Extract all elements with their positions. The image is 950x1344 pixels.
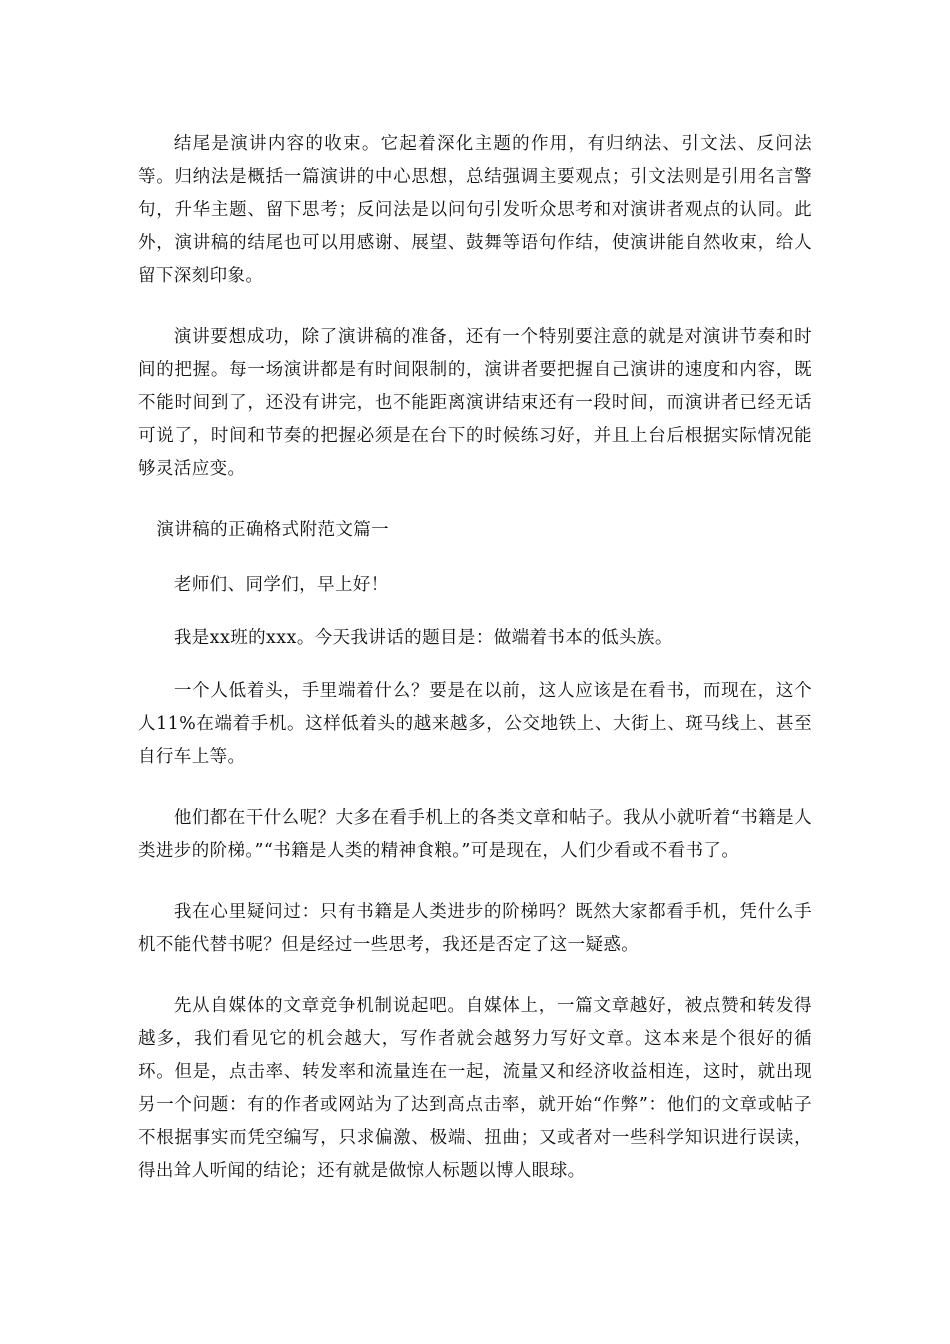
paragraph-ending-methods: 结尾是演讲内容的收束。它起着深化主题的作用，有归纳法、引文法、反问法等。归纳法是概括一篇演讲的中心思想，总结强调主要观点；引文法则是引用名言警句，升华主题、留下思考；反问法是以问句引发听众思考和对演讲者观点的认同。此外，演讲稿的结尾也可以用感谢、展望、鼓舞等语句作结，使演讲能自然收束，给人留下深刻印象。 (138, 134, 812, 286)
section-heading: 演讲稿的正确格式附范文篇一 (156, 520, 390, 540)
paragraph-timing-rhythm: 演讲要想成功，除了演讲稿的准备，还有一个特别要注意的就是对演讲节奏和时间的把握。每一场演讲都是有时间限制的，演讲者要把握自己演讲的速度和内容，既不能时间到了，还没有讲完，也不能距离演讲结束还有一段时间，而演讲者已经无话可说了，时间和节奏的把握必须是在台下的时候练习好，并且上台后根据实际情况能够灵活应变。 (138, 327, 812, 479)
paragraph-greeting: 老师们、同学们，早上好！ (173, 575, 389, 595)
paragraph-doubt: 我在心里疑问过：只有书籍是人类进步的阶梯吗？既然大家都看手机，凭什么手机不能代替书呢？但是经过一些思考，我还是否定了这一疑惑。 (138, 902, 812, 955)
paragraph-introduction: 我是xx班的xxx。今天我讲话的题目是：做端着书本的低头族。 (173, 628, 673, 648)
paragraph-reading-phones: 他们都在干什么呢？大多在看手机上的各类文章和帖子。我从小就听着“书籍是人类进步的阶梯。”“书籍是人类的精神食粮。”可是现在，人们少看或不看书了。 (138, 808, 812, 861)
paragraph-head-down: 一个人低着头，手里端着什么？要是在以前，这人应该是在看书，而现在，这个人11%在端着手机。这样低着头的越来越多，公交地铁上、大街上、斑马线上、甚至自行车上等。 (138, 681, 812, 767)
paragraph-self-media: 先从自媒体的文章竞争机制说起吧。自媒体上，一篇文章越好，被点赞和转发得越多，我们看见它的机会越大，写作者就会越努力写好文章。这本来是个很好的循环。但是，点击率、转发率和流量连在一起，流量又和经济收益相连，这时，就出现另一个问题：有的作者或网站为了达到高点击率，就开始“作弊”：他们的文章或帖子不根据事实而凭空编写，只求偏激、极端、扭曲；又或者对一些科学知识进行误读，得出耸人听闻的结论；还有就是做惊人标题以博人眼球。 (138, 996, 812, 1181)
